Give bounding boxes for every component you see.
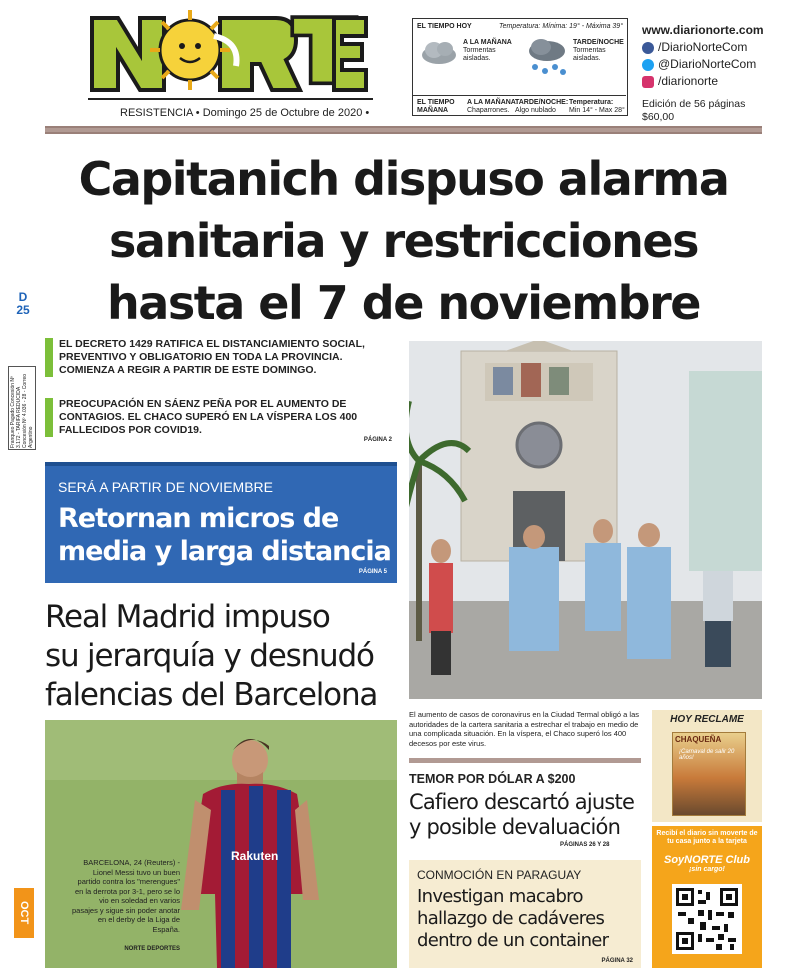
rain-cloud-icon xyxy=(525,37,571,84)
bullet-item[interactable] xyxy=(45,398,397,437)
weather-temps: Temperatura: Mínima: 19° - Máxima 39° xyxy=(499,23,623,30)
weather-morning-label: A LA MAÑANA xyxy=(463,39,512,46)
messi-caption: BARCELONA, 24 (Reuters) - Lionel Messi tuvo un buen partido contra los "merengues" en la derrota por 3-1, pero se lo vio en soledad en varios pasajes y sigue sin poder anotar en el derby de la Liga de España. xyxy=(72,858,180,934)
dollar-page: PÁGINAS 26 Y 28 xyxy=(560,842,610,848)
bullet-item[interactable] xyxy=(45,338,397,377)
weather-tomorrow-morning-label: A LA MAÑANA: xyxy=(467,99,519,106)
magazine-text: ¡Carnaval de salir 20 años! xyxy=(679,749,735,761)
magazine-cover xyxy=(672,732,746,816)
micros-title-line: media y larga distancia xyxy=(58,536,391,567)
side-day-letter: D xyxy=(18,290,28,304)
shirt-sponsor: Rakuten xyxy=(231,849,279,863)
club-logo-tagline: ¡sin cargo! xyxy=(689,866,725,873)
twitter-icon xyxy=(642,59,654,71)
side-month: OCT xyxy=(14,888,34,938)
weather-tomorrow-temp-text: Min 14° - Max 28° xyxy=(569,107,625,114)
madrid-headline-line: Real Madrid impuso xyxy=(45,599,330,635)
caption-divider xyxy=(409,758,641,763)
club-text: Recibí el diario sin moverte de tu casa junto a la tarjeta xyxy=(656,830,758,845)
facebook-icon xyxy=(642,42,654,54)
bullet-bar xyxy=(45,338,53,377)
instagram-link[interactable]: /diarionorte xyxy=(658,74,719,88)
weather-tomorrow-evening-text: Algo nublado xyxy=(515,107,556,114)
pages-count: Edición de 56 páginas xyxy=(642,98,746,110)
instagram-icon xyxy=(642,76,654,88)
micros-title-line: Retornan micros de xyxy=(58,503,339,534)
weather-tomorrow-label: EL TIEMPO MAÑANA xyxy=(417,99,455,114)
pages-info xyxy=(642,98,745,124)
church-photo[interactable] xyxy=(409,341,762,699)
twitter-link[interactable]: @DiarioNorteCom xyxy=(658,57,757,71)
weather-tomorrow-temp-label: Temperatura: xyxy=(569,99,614,106)
madrid-headline[interactable] xyxy=(45,598,397,715)
paraguay-headline xyxy=(417,886,639,952)
dollar-headline-line: y posible devaluación xyxy=(409,815,621,839)
side-date xyxy=(12,291,34,317)
weather-tomorrow-morning-text: Chaparrones. xyxy=(467,107,510,114)
reclame-title: HOY RECLAME xyxy=(670,714,744,725)
main-headline-line: Capitanich dispuso alarma xyxy=(78,152,729,206)
main-headline-line: hasta el 7 de noviembre xyxy=(107,276,700,330)
paraguay-page: PÁGINA 32 xyxy=(601,958,633,964)
contact-block xyxy=(642,22,764,90)
messi-credit: NORTE DEPORTES xyxy=(124,946,180,952)
side-day-number: 25 xyxy=(16,303,30,317)
norte-logo xyxy=(88,6,372,94)
dollar-headline[interactable] xyxy=(409,790,641,840)
weather-evening-text: Tormentas aisladas. xyxy=(573,47,606,62)
madrid-headline-line: su jerarquía y desnudó xyxy=(45,638,374,674)
club-logo xyxy=(664,854,750,878)
qr-code-icon[interactable] xyxy=(672,884,742,954)
bullet-text: PREOCUPACIÓN EN SÁENZ PEÑA POR EL AUMENTO DE CONTAGIOS. EL CHACO SUPERÓ EN LA VÍSPERA LOS 400 FALLECIDOS POR COVID19. xyxy=(59,398,358,436)
price: $60,00 xyxy=(642,111,675,123)
club-ad[interactable] xyxy=(652,826,762,968)
paraguay-headline-line: hallazgo de cadáveres xyxy=(417,908,605,929)
facebook-link[interactable]: /DiarioNorteCom xyxy=(658,40,748,54)
bullet-text: EL DECRETO 1429 RATIFICA EL DISTANCIAMIENTO SOCIAL, PREVENTIVO Y OBLIGATORIO EN TODA LA PROVINCIA. COMIENZA A REGIR A PARTIR DE ESTE DOMINGO. xyxy=(59,338,365,376)
weather-morning-text: Tormentas aisladas. xyxy=(463,47,496,62)
edition-dateline: RESISTENCIA • Domingo 25 de Octubre de 2020 • xyxy=(120,107,370,119)
dollar-kicker: TEMOR POR DÓLAR A $200 xyxy=(409,772,576,786)
micros-page: PÁGINA 5 xyxy=(358,569,387,575)
website-link[interactable]: www.diarionorte.com xyxy=(642,23,764,37)
main-headline-line: sanitaria y restricciones xyxy=(109,214,698,268)
paraguay-kicker: CONMOCIÓN EN PARAGUAY xyxy=(417,868,582,882)
paraguay-headline-line: Investigan macabro xyxy=(417,886,583,907)
paraguay-headline-line: dentro de un container xyxy=(417,930,609,951)
weather-divider xyxy=(413,95,626,96)
page-reference: PÁGINA 2 xyxy=(363,437,392,443)
weather-title: EL TIEMPO HOY xyxy=(417,23,472,30)
micros-story[interactable] xyxy=(45,462,397,583)
magazine-brand: CHAQUEÑA xyxy=(675,735,722,744)
madrid-headline-line: falencias del Barcelona xyxy=(45,677,378,713)
weather-box xyxy=(412,18,628,116)
cloud-icon xyxy=(419,37,459,70)
micros-title xyxy=(58,502,391,568)
reclame-ad[interactable] xyxy=(652,710,762,822)
main-headline[interactable] xyxy=(45,148,762,334)
church-caption: El aumento de casos de coronavirus en la Ciudad Termal obligó a las autoridades de la cartera sanitaria a estrechar el trabajo en medio de una complicada situación. En la víspera, el Chaco superó los 400 decesos por este virus. xyxy=(409,710,639,748)
paraguay-story[interactable] xyxy=(409,860,641,968)
top-divider xyxy=(45,126,762,134)
masthead-rule xyxy=(88,98,373,100)
dollar-headline-line: Cafiero descartó ajuste xyxy=(409,790,635,814)
micros-kicker: SERÁ A PARTIR DE NOVIEMBRE xyxy=(58,479,273,495)
weather-evening-label: TARDE/NOCHE xyxy=(573,39,624,46)
weather-tomorrow-evening-label: TARDE/NOCHE: xyxy=(515,99,569,106)
bullet-bar xyxy=(45,398,53,437)
club-logo-line: SoyNORTE Club xyxy=(664,854,750,866)
postal-box: Franqueo Pagado Concesión Nº 3.172 - TARIFA REDUCIDA Concesión Nº 4.036 - 28 - Correo Argentino xyxy=(8,366,36,450)
